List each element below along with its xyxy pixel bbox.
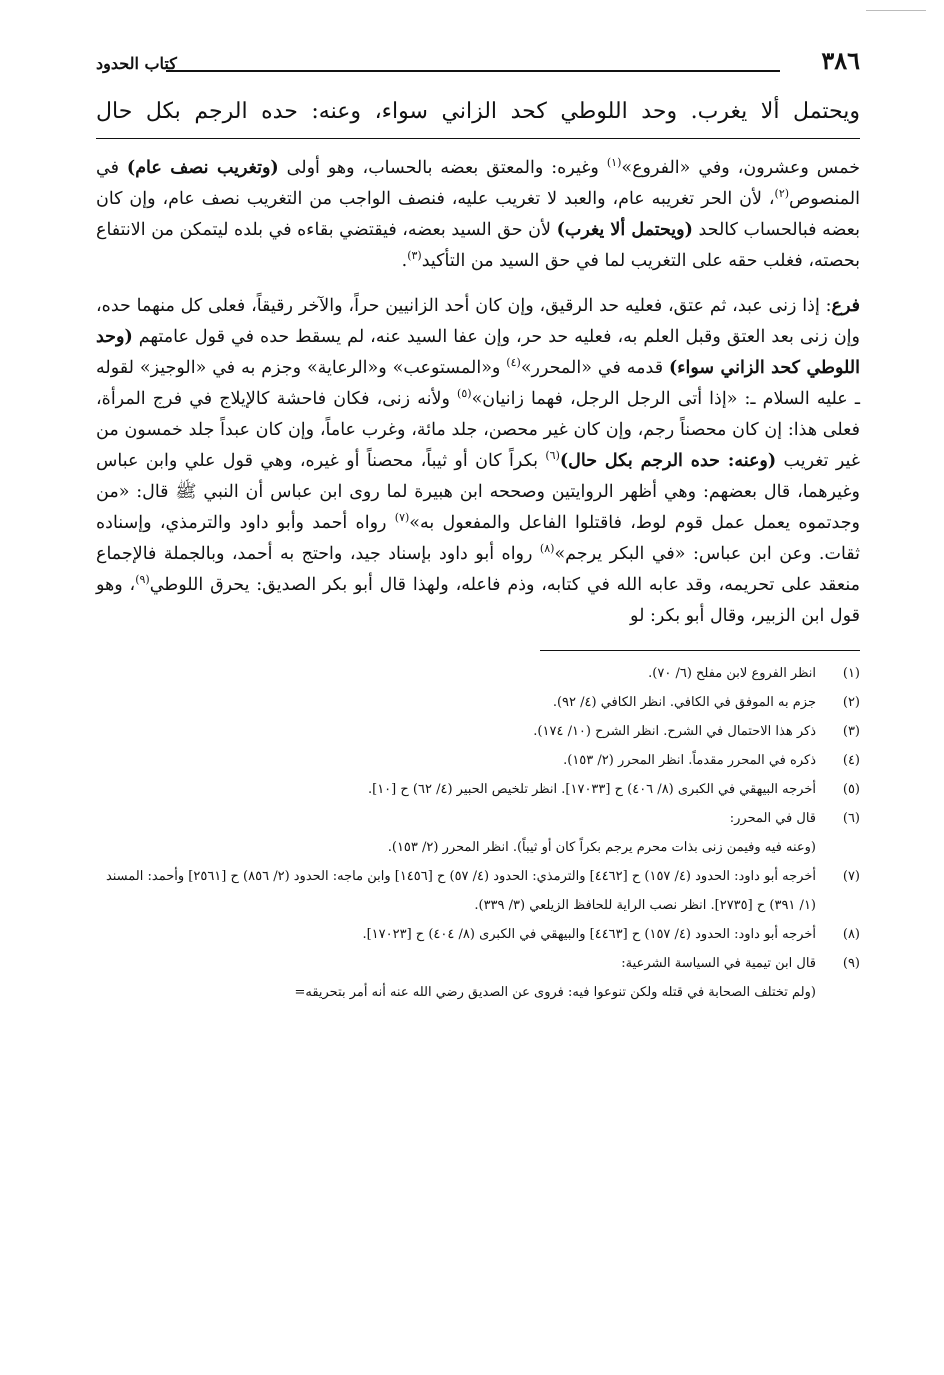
footnote-ref: (٧) (394, 511, 410, 525)
footnote-ref: (١) (606, 156, 622, 170)
footnote-text: قال ابن تيمية في السياسة الشرعية: (621, 956, 816, 971)
text-run: بكراً كان أو ثيباً، محصناً أو غيره، وهي قول علي وابن عباس وغيرهما، قال بعضهم: وهي أظهر الروايتين وصححه ابن هبيرة لما روى ابن عباس أن النبي ﷺ قال: «من وجدتموه يعمل عمل قوم لوط، فاقتلوا الفاعل والمفعول به» (96, 451, 861, 533)
footnote-ref: (٥) (457, 387, 472, 401)
text-run: ولأنه زنى، فكان فاحشة كالإيلاج في فرج المرأة، فعلى هذا: إن كان محصناً رجم، وإن كان غير محصن، جلد مائة، وغرب عاماً، وإن كان عبداً جلد خمسون من غير تغريب (96, 389, 860, 471)
footnote-ref: (٨) (539, 542, 555, 556)
footnotes-list (96, 659, 860, 1007)
section-label: فرع (831, 296, 860, 316)
matn-divider (96, 138, 860, 139)
matn-text: ويحتمل ألا يغرب. وحد اللوطي كحد الزاني سواء، وعنه: حده الرجم بكل حال (96, 99, 860, 124)
text-run: ، لأن الحر تغريبه عام، والعبد لا تغريب عليه، فنصف الواجب من التغريب نصف عام، وإن كان بعضه فبالحساب كالحد (96, 189, 860, 240)
footnote-number: (٢) (842, 695, 860, 710)
header-rule (166, 70, 780, 72)
footnote-quote: (وعنه فيه وفيمن زنى بذات محرم يرجم بكراً كان أو ثيباً). انظر المحرر (٢/ ١٥٣). (387, 840, 816, 855)
footnote-text: ذكره في المحرر مقدماً. انظر المحرر (٢/ ١٥٣). (563, 753, 816, 768)
footnote-number: (٥) (842, 782, 860, 797)
footnote-ref: (٩) (135, 573, 150, 587)
footnote-number: (٩) (842, 956, 860, 971)
footnote-ref: (٦) (545, 449, 560, 463)
footnote-subquote (96, 833, 860, 862)
footnote-text: قال في المحرر: (729, 811, 816, 826)
text-run: وغيره: والمعتق بعضه بالحساب، وهو أولى (278, 158, 607, 178)
footnote-quote: (ولم تختلف الصحابة في قتله ولكن تنوعوا فيه: فروى عن الصديق رضي الله عنه أنه أمر بتحريقه= (294, 985, 816, 1000)
footnote-item (96, 717, 860, 746)
commentary-paragraph-1 (96, 153, 860, 277)
footnote-text: جزم به الموفق في الكافي. انظر الكافي (٤/ ٩٢). (552, 695, 816, 710)
footnote-text: أخرجه أبو داود: الحدود (٤/ ١٥٧) ح [٤٤٦٢] والترمذي: الحدود (٤/ ٥٧) ح [١٤٥٦] وابن ماجه: الحدود (٢/ ٨٥٦) ح [٢٥٦١] وأحمد: المسند (١/ ٣٩١) ح [٢٧٣٥]. انظر نصب الراية للحافظ الزيلعي (٣/ ٣٣٩). (105, 869, 816, 913)
text-run: في المنصوص (96, 158, 860, 209)
footnote-item (96, 920, 860, 949)
footnote-number: (٤) (842, 753, 860, 768)
matn-quote: (وتغريب نصف عام) (126, 158, 279, 178)
text-run: قدمه في «المحرر» (520, 358, 669, 378)
text-run: خمس وعشرون، وفي «الفروع» (621, 158, 861, 178)
matn-quote: (وحد اللوطي كحد الزاني سواء) (96, 327, 860, 378)
text-run: . (401, 251, 408, 271)
text-run: رواه أبو داود بإسناد جيد، واحتج به أحمد، وبالجملة فالإجماع منعقد على تحريمه، وقد عابه الله في كتابه، وذم فاعله، ولهذا قال أبو بكر الصديق: يحرق اللوطي (96, 544, 860, 595)
text-run: لأن حق السيد بعضه، فيقتضي بقاءه في بلده ليتمكن من الانتفاع بحصته، فغلب حقه على التغريب لما في حق السيد من التأكيد (96, 220, 860, 271)
matn-quote: (وعنه: حده الرجم بكل حال) (559, 451, 777, 471)
footnote-number: (٧) (842, 869, 860, 884)
text-run: و«المستوعب» و«الرعاية» وجزم به في «الوجيز» لقوله ـ عليه السلام ـ: «إذا أتى الرجل الرجل، فهما زانيان» (96, 358, 860, 409)
footnote-number: (٣) (842, 724, 860, 739)
text-run: رواه أحمد وأبو داود والترمذي، وإسناده ثقات. وعن ابن عباس: «في البكر يرجم» (96, 513, 860, 564)
scan-corner-mark (866, 10, 926, 19)
text-run: ، وهو قول ابن الزبير، وقال أبو بكر: لو (96, 575, 860, 626)
footnote-item (96, 775, 860, 804)
page-number: ٣٨٦ (821, 46, 860, 75)
book-page (96, 40, 860, 1007)
running-title: كتاب الحدود (96, 54, 177, 73)
footnote-divider (540, 650, 860, 651)
footnote-item (96, 862, 860, 920)
footnote-ref: (٤) (506, 356, 521, 370)
footnote-text: أخرجه أبو داود: الحدود (٤/ ١٥٧) ح [٤٤٦٣] والبيهقي في الكبرى (٨/ ٤٠٤) ح [١٧٠٢٣]. (362, 927, 816, 942)
footnote-item (96, 949, 860, 978)
page-header (96, 40, 860, 80)
footnote-number: (١) (842, 666, 860, 681)
footnote-text: انظر الفروع لابن مفلح (٦/ ٧٠). (648, 666, 816, 681)
footnote-item (96, 688, 860, 717)
footnote-item (96, 659, 860, 688)
commentary-paragraph-2 (96, 291, 860, 632)
matn-quote: (ويحتمل ألا يغرب) (556, 220, 693, 240)
footnote-number: (٨) (842, 927, 860, 942)
footnote-text: ذكر هذا الاحتمال في الشرح. انظر الشرح (١٠/ ١٧٤). (533, 724, 816, 739)
footnote-ref: (٣) (407, 249, 422, 263)
footnote-item (96, 804, 860, 833)
text-run: : إذا زنى عبد، ثم عتق، فعليه حد الرقيق، وإن كان أحد الزانيين حراً، والآخر رقيقاً، فعلى كل منهما حده، وإن زنى بعد العتق وقبل العلم به، فعليه حد حر، وإن عفا السيد عنه، لم يسقط حده في قول عامتهم (96, 296, 860, 347)
footnote-ref: (٢) (774, 187, 790, 201)
footnote-subquote (96, 978, 860, 1007)
footnote-text: أخرجه البيهقي في الكبرى (٨/ ٤٠٦) ح [١٧٠٣٣]. انظر تلخيص الحبير (٤/ ٦٢) ح [١٠]. (367, 782, 816, 797)
footnote-number: (٦) (842, 811, 860, 826)
footnote-item (96, 746, 860, 775)
